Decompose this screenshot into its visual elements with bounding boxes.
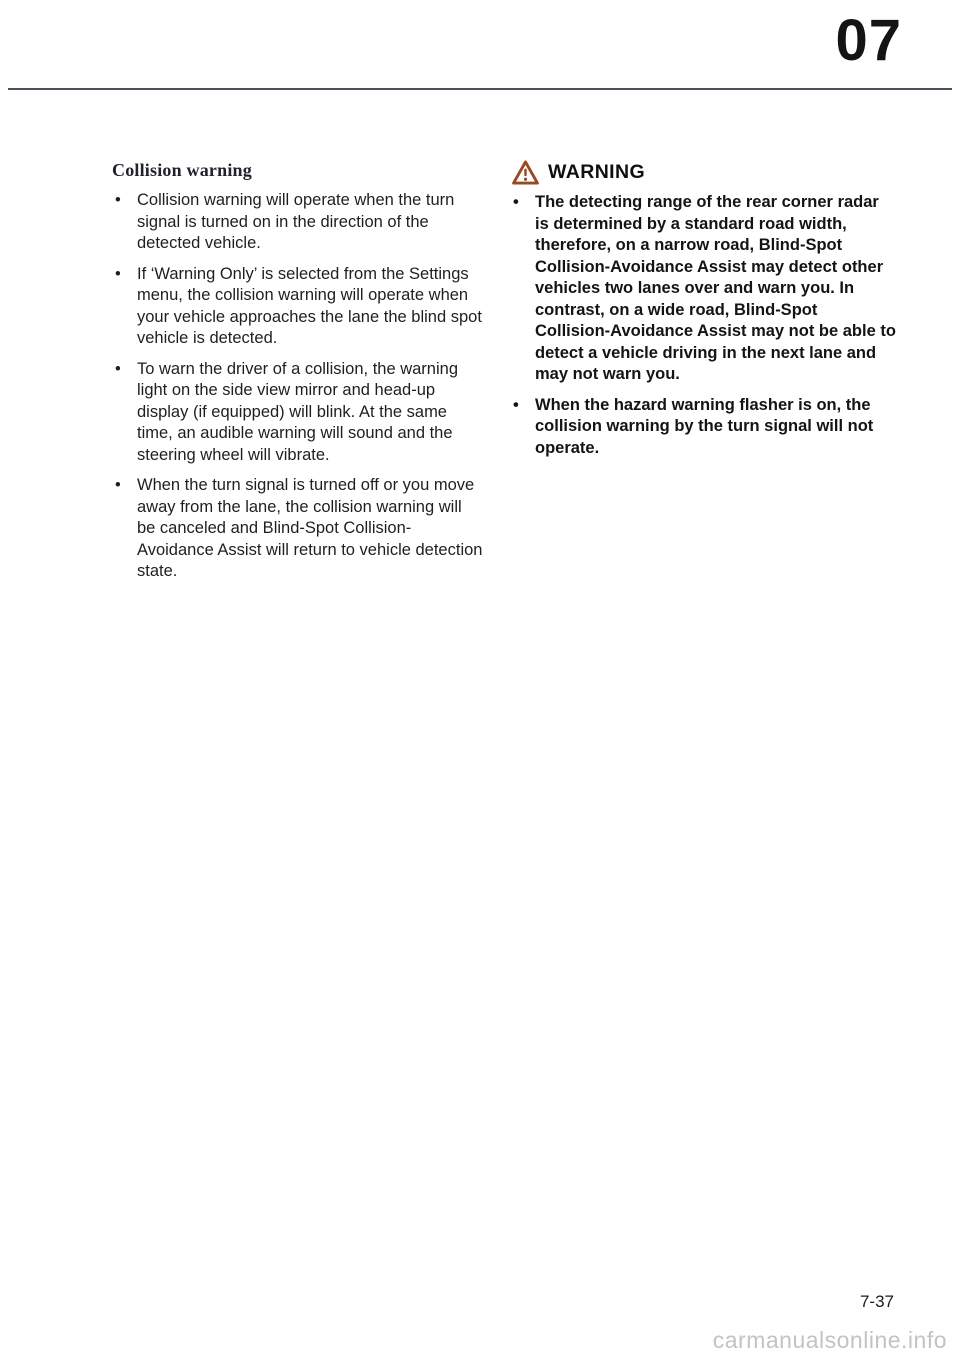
watermark: carmanualsonline.info [712, 1327, 947, 1353]
warning-list [510, 192, 896, 459]
list-item [112, 264, 484, 350]
bullet-text: • When the turn signal is turned off or you move away from the lane, the collision warning will be canceled and Blind-Spot Collision-Avoidance Assist will return to vehicle detection state. [137, 476, 483, 580]
chapter-number: 07 [835, 8, 902, 73]
list-item [112, 475, 484, 583]
warning-triangle-icon [512, 160, 539, 185]
warning-header [512, 160, 896, 185]
bullet-text: • Collision warning will operate when the turn signal is turned on in the direction of the detected vehicle. [137, 191, 455, 252]
list-item [510, 192, 896, 386]
bullet-text: • When the hazard warning flasher is on, the collision warning by the turn signal will not operate. [535, 395, 874, 457]
list-item [510, 395, 896, 460]
bullet-text: • If ‘Warning Only’ is selected from the Settings menu, the collision warning will operate when your vehicle approaches the lane the blind spot vehicle is detected. [137, 264, 482, 347]
right-column [510, 160, 896, 592]
left-column [112, 160, 484, 592]
bullet-text: • To warn the driver of a collision, the warning light on the side view mirror and head-up display (if equipped) will blink. At the same time, an audible warning will sound and the steering wheel will vibrate. [137, 359, 458, 464]
bullet-text: • The detecting range of the rear corner radar is determined by a standard road width, therefore, on a narrow road, Blind-Spot Collision-Avoidance Assist may detect other vehicles two lanes over and warn you. In contrast, on a wide road, Blind-Spot Collision-Avoidance Assist may not be able to detect a vehicle driving in the next lane and may not warn you. [535, 193, 896, 383]
page-number: 7-37 [859, 1292, 894, 1311]
page-content [112, 160, 896, 592]
section-heading: Collision warning [112, 160, 252, 180]
list-item [112, 190, 484, 255]
warning-title: WARNING [548, 161, 646, 183]
list-item [112, 359, 484, 467]
collision-warning-list [112, 190, 484, 583]
header-divider [8, 88, 952, 90]
